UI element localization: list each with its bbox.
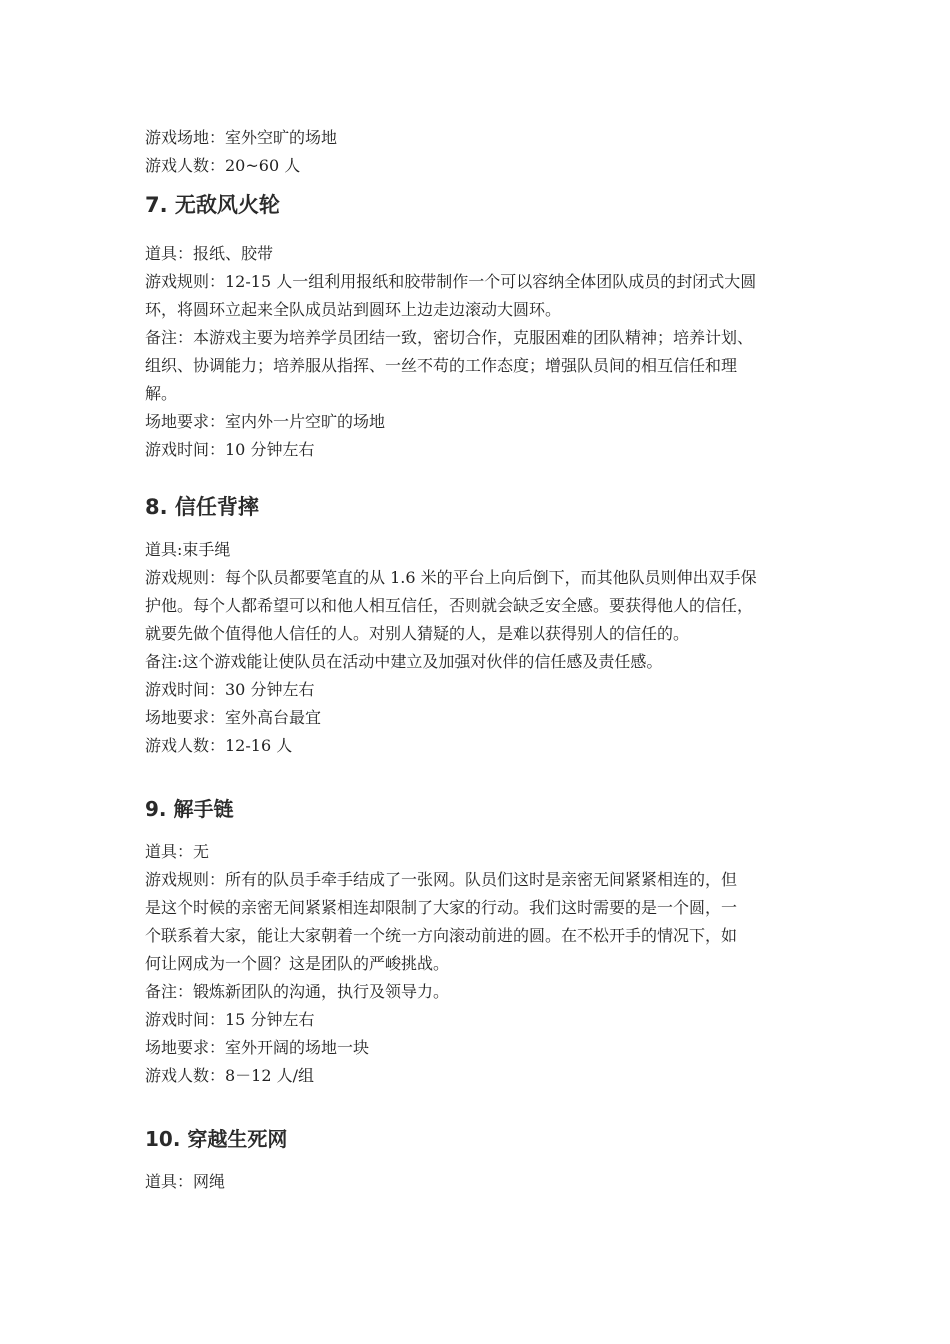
game8-props: 道具:束手绳 bbox=[145, 540, 231, 559]
game9-rules-line-2: 是这个时候的亲密无间紧紧相连却限制了大家的行动。我们这时需要的是一个圆，一 bbox=[145, 898, 738, 917]
game8-venue: 场地要求：室外高台最宜 bbox=[145, 708, 322, 727]
game9-time: 游戏时间：15 分钟左右 bbox=[145, 1010, 315, 1029]
game7-note-line-3: 解。 bbox=[145, 384, 178, 403]
game7-time: 游戏时间：10 分钟左右 bbox=[145, 440, 315, 459]
game7-note-line-2: 组织、协调能力；培养服从指挥、一丝不苟的工作态度；增强队员间的相互信任和理 bbox=[145, 356, 738, 375]
document-page bbox=[145, 124, 815, 1196]
game7-rules-line-1: 游戏规则：12-15 人一组利用报纸和胶带制作一个可以容纳全体团队成员的封闭式大圆 bbox=[145, 272, 757, 291]
game10-heading: 10. 穿越生死网 bbox=[145, 1127, 288, 1151]
game9-note: 备注：锻炼新团队的沟通，执行及领导力。 bbox=[145, 982, 450, 1001]
game10-props: 道具：网绳 bbox=[145, 1172, 226, 1191]
game9-heading: 9. 解手链 bbox=[145, 797, 234, 821]
intro-venue: 游戏场地：室外空旷的场地 bbox=[145, 128, 338, 147]
game8-rules-line-1: 游戏规则：每个队员都要笔直的从 1.6 米的平台上向后倒下，而其他队员则伸出双手保 bbox=[145, 568, 757, 587]
game7-note-line-1: 备注：本游戏主要为培养学员团结一致，密切合作，克服困难的团队精神；培养计划、 bbox=[145, 328, 754, 347]
game8-time: 游戏时间：30 分钟左右 bbox=[145, 680, 315, 699]
game9-venue: 场地要求：室外开阔的场地一块 bbox=[145, 1038, 370, 1057]
game8-rules-line-2: 护他。每个人都希望可以和他人相互信任，否则就会缺乏安全感。要获得他人的信任， bbox=[145, 596, 754, 615]
game9-props: 道具：无 bbox=[145, 842, 210, 861]
game7-props: 道具：报纸、胶带 bbox=[145, 244, 274, 263]
game8-rules-line-3: 就要先做个值得他人信任的人。对别人猜疑的人，是难以获得别人的信任的。 bbox=[145, 624, 690, 643]
game7-rules-line-2: 环，将圆环立起来全队成员站到圆环上边走边滚动大圆环。 bbox=[145, 300, 562, 319]
game8-note: 备注:这个游戏能让使队员在活动中建立及加强对伙伴的信任感及责任感。 bbox=[145, 652, 663, 671]
game9-players: 游戏人数：8－12 人/组 bbox=[145, 1066, 315, 1085]
intro-players: 游戏人数：20~60 人 bbox=[145, 156, 301, 175]
game7-venue: 场地要求：室内外一片空旷的场地 bbox=[145, 412, 386, 431]
game8-players: 游戏人数：12-16 人 bbox=[145, 736, 293, 755]
game9-rules-line-1: 游戏规则：所有的队员手牵手结成了一张网。队员们这时是亲密无间紧紧相连的，但 bbox=[145, 870, 738, 889]
game9-rules-line-3: 个联系着大家，能让大家朝着一个统一方向滚动前进的圆。在不松开手的情况下，如 bbox=[145, 926, 738, 945]
game9-rules-line-4: 何让网成为一个圆？这是团队的严峻挑战。 bbox=[145, 954, 450, 973]
game8-heading: 8. 信任背摔 bbox=[145, 495, 259, 519]
game7-heading: 7. 无敌风火轮 bbox=[145, 193, 280, 217]
